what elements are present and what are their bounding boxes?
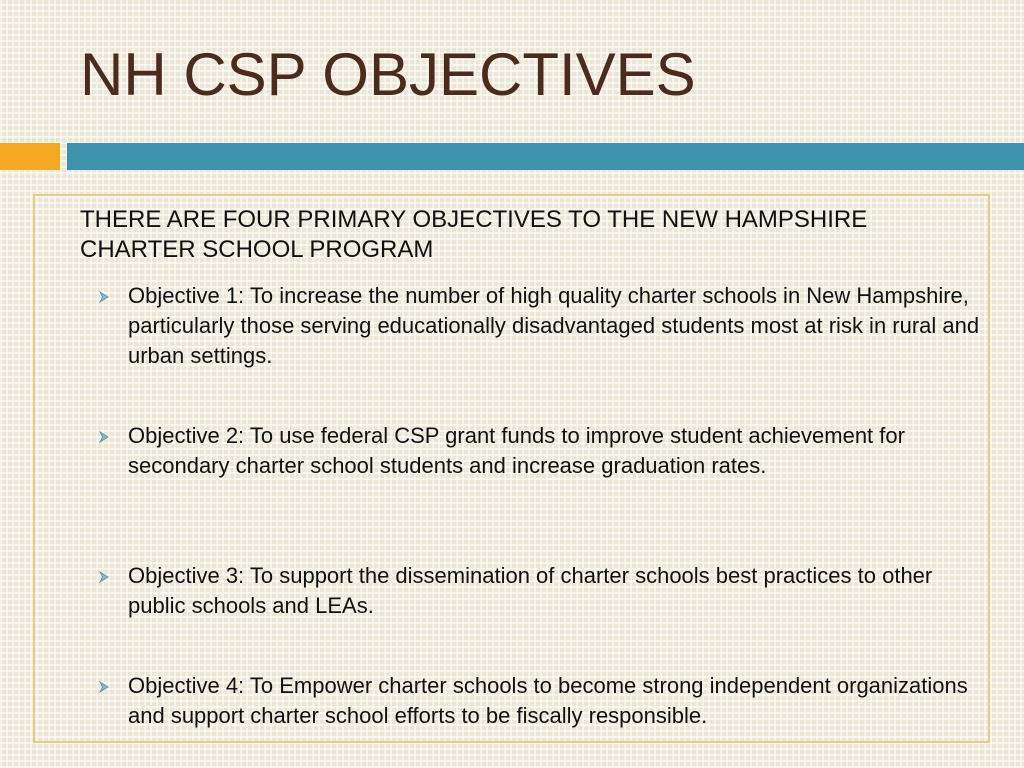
arrow-bullet-icon (98, 431, 110, 443)
objective-item-1 (98, 281, 988, 371)
objective-text: Objective 2: To use federal CSP grant funds to improve student achievement for secondary charter school students and increase graduation rates. (128, 423, 905, 478)
objective-text: Objective 3: To support the dissemination of charter schools best practices to other public schools and LEAs. (128, 563, 933, 618)
objective-item-3 (98, 561, 988, 621)
slide-title: NH CSP OBJECTIVES (80, 41, 696, 108)
objective-item-4 (98, 671, 988, 731)
accent-bar-orange (0, 143, 60, 170)
arrow-bullet-icon (98, 291, 110, 303)
objective-text: Objective 1: To increase the number of high quality charter schools in New Hampshire, particularly those serving educationally disadvantaged students most at risk in rural and urban settings. (128, 283, 980, 368)
arrow-bullet-icon (98, 681, 110, 693)
objective-text: Objective 4: To Empower charter schools to become strong independent organizations and support charter school efforts to be fiscally responsible. (128, 673, 968, 728)
accent-bar-blue (67, 143, 1024, 170)
intro-text: THERE ARE FOUR PRIMARY OBJECTIVES TO THE NEW HAMPSHIRE CHARTER SCHOOL PROGRAM (80, 206, 868, 263)
arrow-bullet-icon (98, 571, 110, 583)
objective-item-2 (98, 421, 988, 481)
